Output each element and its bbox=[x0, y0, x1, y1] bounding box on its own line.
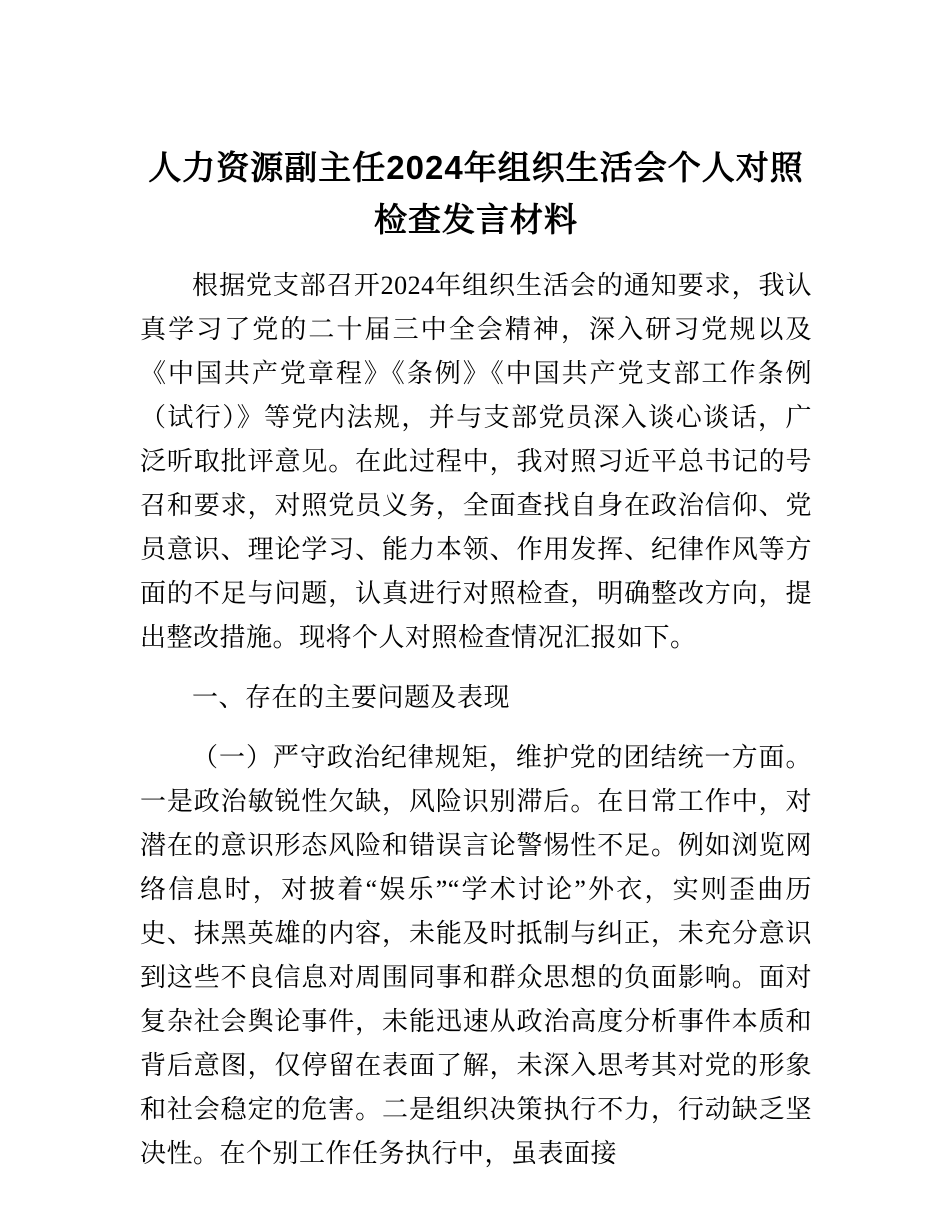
intro-paragraph: 根据党支部召开2024年组织生活会的通知要求，我认真学习了党的二十届三中全会精神，深入研习党规以及《中国共产党章程》《条例》《中国共产党支部工作条例（试行）》等党内法规，并与支部党员深入谈心谈话，广泛听取批评意见。在此过程中，我对照习近平总书记的号召和要求，对照党员义务，全面查找自身在政治信仰、党员意识、理论学习、能力本领、作用发挥、纪律作风等方面的不足与问题，认真进行对照检查，明确整改方向，提出整改措施。现将个人对照检查情况汇报如下。 bbox=[140, 271, 812, 652]
document-title: 人力资源副主任2024年组织生活会个人对照检查发言材料 bbox=[148, 149, 804, 238]
section-heading-main-problems: 一、存在的主要问题及表现 bbox=[192, 683, 511, 712]
body-paragraph-political-discipline: （一）严守政治纪律规矩，维护党的团结统一方面。一是政治敏锐性欠缺，风险识别滞后。在日常工作中，对潜在的意识形态风险和错误言论警惕性不足。例如浏览网络信息时，对披着“娱乐”“学术讨论”外衣，实则歪曲历史、抹黑英雄的内容，未能及时抵制与纠正，未充分意识到这些不良信息对周围同事和群众思想的负面影响。面对复杂社会舆论事件，未能迅速从政治高度分析事件本质和背后意图，仅停留在表面了解，未深入思考其对党的形象和社会稳定的危害。二是组织决策执行不力，行动缺乏坚决性。在个别工作任务执行中，虽表面接 bbox=[140, 743, 812, 1168]
